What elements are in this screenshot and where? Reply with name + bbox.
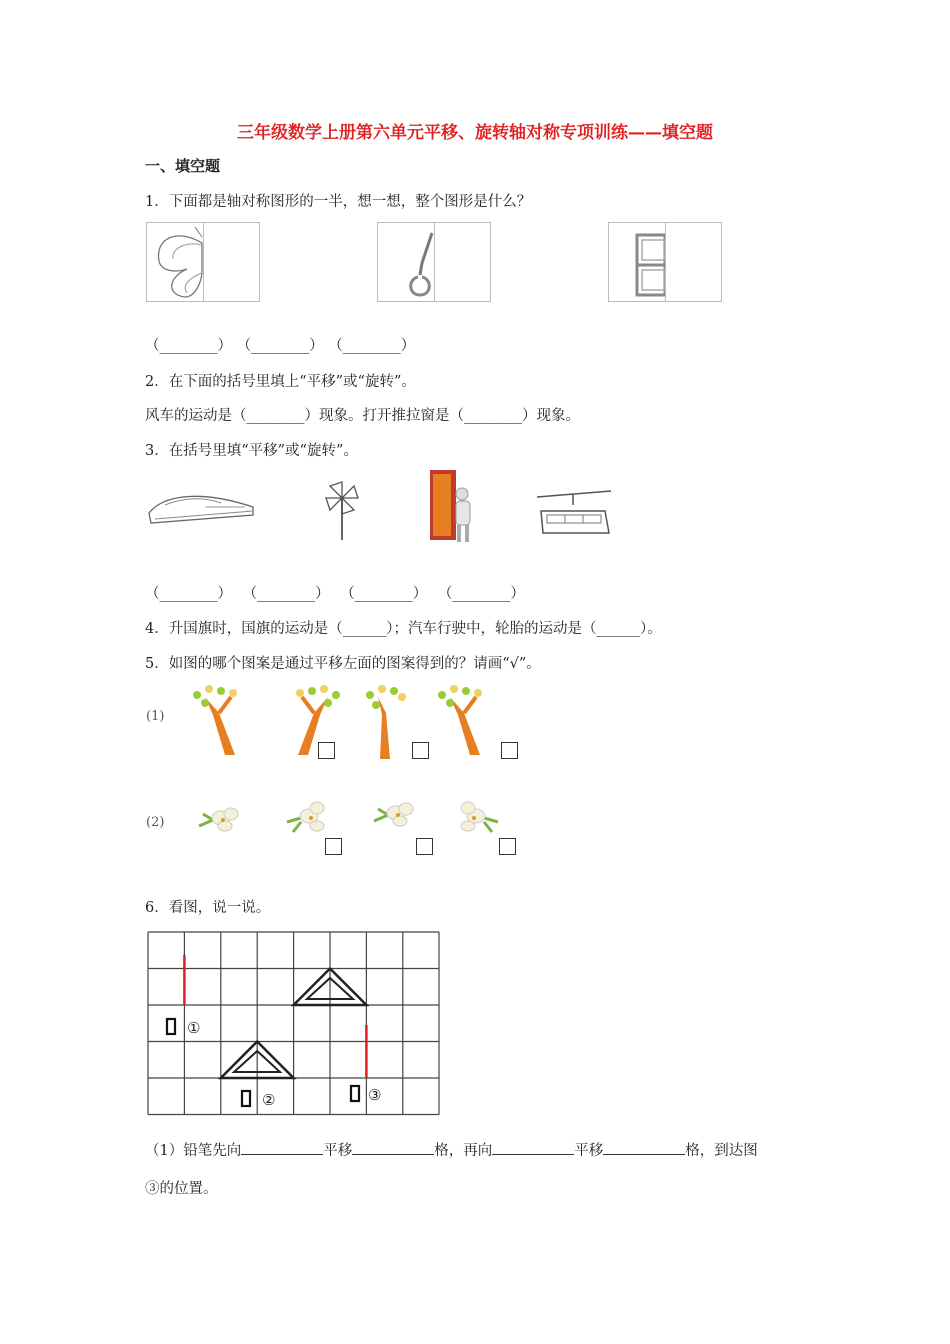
checkbox-tree-3[interactable] bbox=[501, 742, 518, 759]
marker-2: ② bbox=[262, 1091, 276, 1109]
blank-direction-1[interactable] bbox=[241, 1140, 323, 1155]
q6-text-b: 平移 bbox=[323, 1143, 353, 1159]
answer-blank-2[interactable]: （________） bbox=[236, 338, 324, 354]
checkbox-tree-1[interactable] bbox=[318, 742, 335, 759]
question-2-line: 风车的运动是（________）现象。打开推拉窗是（________）现象。 bbox=[145, 408, 580, 424]
answer-blank-cable-car[interactable]: （________） bbox=[437, 586, 525, 602]
page-title: 三年级数学上册第六单元平移、旋转轴对称专项训练——填空题 bbox=[237, 123, 713, 143]
blank-direction-2[interactable] bbox=[492, 1140, 574, 1155]
part-2-label: (2) bbox=[146, 815, 165, 830]
flower-icon-option-3 bbox=[452, 798, 502, 838]
half-cabinet-figure bbox=[608, 222, 722, 302]
flower-icon-original bbox=[195, 800, 245, 838]
answer-blank-train[interactable]: （________） bbox=[145, 586, 232, 602]
pencil-2-icon bbox=[242, 1091, 250, 1106]
answer-blank-door[interactable]: （________） bbox=[340, 586, 428, 602]
marker-3: ③ bbox=[368, 1086, 382, 1104]
marker-1: ① bbox=[187, 1019, 201, 1037]
pencil-3-icon bbox=[351, 1086, 359, 1101]
pinwheel-icon bbox=[322, 478, 362, 543]
answer-blank-3[interactable]: （________） bbox=[328, 338, 416, 354]
cable-car-icon bbox=[535, 485, 613, 540]
flower-icon-option-2 bbox=[370, 795, 420, 833]
half-butterfly-figure bbox=[146, 222, 260, 302]
checkbox-tree-2[interactable] bbox=[412, 742, 429, 759]
question-6-part-1 bbox=[145, 1139, 758, 1160]
checkbox-flower-3[interactable] bbox=[499, 838, 516, 855]
door-and-person-icon bbox=[428, 468, 476, 546]
checkbox-flower-2[interactable] bbox=[416, 838, 433, 855]
q6-text-e: 格，到达图 bbox=[685, 1143, 758, 1159]
section-heading: 一、填空题 bbox=[145, 157, 221, 175]
checkbox-flower-1[interactable] bbox=[325, 838, 342, 855]
cabinet-half-icon bbox=[609, 223, 665, 301]
answer-blank-1[interactable]: （________） bbox=[145, 338, 232, 354]
tree-icon-original bbox=[185, 683, 245, 758]
scissors-half-icon bbox=[378, 223, 434, 301]
butterfly-half-icon bbox=[147, 223, 203, 301]
tree-icon-option-2 bbox=[360, 683, 410, 763]
question-2-text: 2．在下面的括号里填上“平移”或“旋转”。 bbox=[145, 374, 416, 390]
question-1-text: 1．下面都是轴对称图形的一半，想一想，整个图形是什么？ bbox=[145, 194, 532, 210]
q6-text-d: 平移 bbox=[574, 1143, 604, 1159]
train-icon bbox=[145, 485, 257, 530]
question-6-part-1-cont: ③的位置。 bbox=[145, 1181, 218, 1197]
half-scissors-figure bbox=[377, 222, 491, 302]
pencil-1-icon bbox=[167, 1019, 175, 1034]
question-4-text: 4．升国旗时，国旗的运动是（______）；汽车行驶中，轮胎的运动是（______）。 bbox=[145, 621, 662, 637]
blank-count-2[interactable] bbox=[603, 1140, 685, 1155]
question-5-text: 5．如图的哪个图案是通过平移左面的图案得到的？请画“√”。 bbox=[145, 656, 541, 672]
translation-grid bbox=[146, 930, 441, 1117]
question-3-answers bbox=[145, 582, 525, 603]
q6-text-a: （1）铅笔先向 bbox=[145, 1143, 242, 1159]
question-3-text: 3．在括号里填“平移”或“旋转”。 bbox=[145, 443, 358, 459]
part-1-label: (1) bbox=[146, 709, 165, 724]
question-1-answers bbox=[145, 334, 415, 355]
flower-icon-option-1 bbox=[283, 798, 333, 838]
q6-text-c: 格，再向 bbox=[434, 1143, 493, 1159]
answer-blank-pinwheel[interactable]: （________） bbox=[242, 586, 330, 602]
tree-icon-option-3 bbox=[430, 683, 490, 758]
blank-count-1[interactable] bbox=[352, 1140, 434, 1155]
question-6-text: 6．看图，说一说。 bbox=[145, 900, 271, 916]
